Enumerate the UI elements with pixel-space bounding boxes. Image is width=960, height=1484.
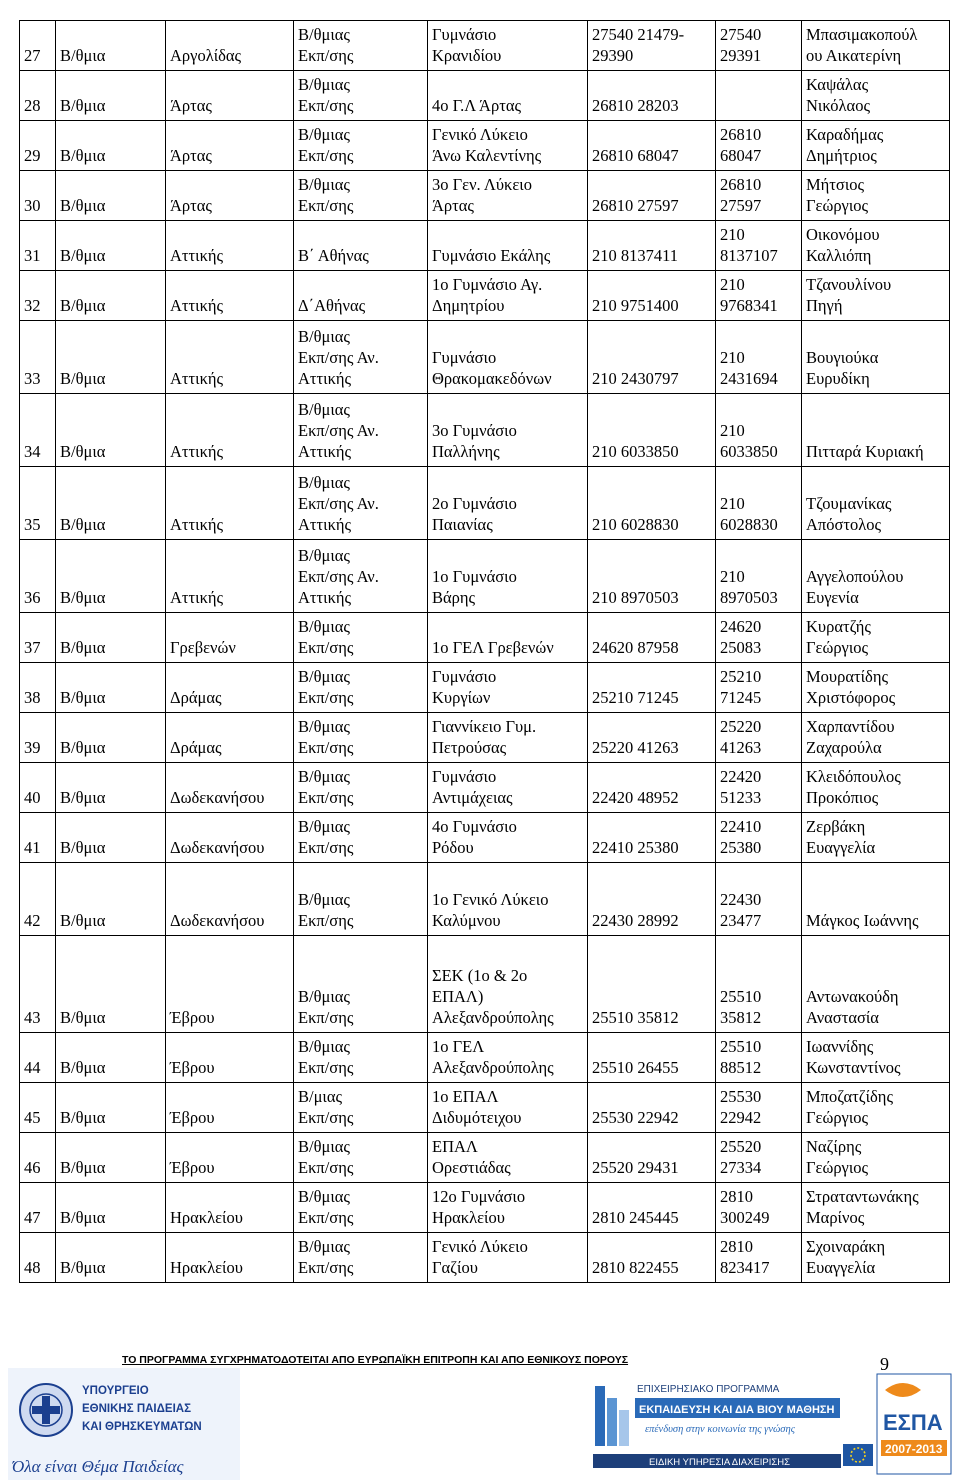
directorate-cell: Β/θμιας Εκπ/σης [294,1133,428,1183]
edu-level-cell: Β/θμια [56,394,166,467]
phone-cell: 26810 28203 [588,71,716,121]
prefecture-cell: Δράμας [166,663,294,713]
edu-level-cell: Β/θμια [56,121,166,171]
school-name-cell: 1ο ΓΕΛ Αλεξανδρούπολης [428,1033,588,1083]
edu-level-cell: Β/θμια [56,321,166,394]
table-row [20,21,950,71]
contact-name-cell: Καψάλας Νικόλαος [802,71,950,121]
eu-flag-icon [843,1444,873,1466]
directorate-cell: Β/θμιας Εκπ/σης [294,863,428,936]
phone-cell: 210 6033850 [588,394,716,467]
fax-cell: 22410 25380 [716,813,802,863]
row-number-cell: 35 [20,467,56,540]
phone-cell: 2810 245445 [588,1183,716,1233]
school-name-cell: 4ο Γ.Λ Άρτας [428,71,588,121]
phone-cell: 210 8970503 [588,540,716,613]
directorate-cell: Β/θμιας Εκπ/σης [294,813,428,863]
ministry-emblem-icon [20,1384,72,1436]
row-number-cell: 40 [20,763,56,813]
prefecture-cell: Αττικής [166,467,294,540]
table-row [20,1133,950,1183]
contact-name-cell: Μήτσιος Γεώργιος [802,171,950,221]
row-number-cell: 30 [20,171,56,221]
directorate-cell: Β/θμιας Εκπ/σης [294,663,428,713]
contact-name-cell: Ιωαννίδης Κωνσταντίνος [802,1033,950,1083]
edu-level-cell: Β/θμια [56,540,166,613]
phone-cell: 27540 21479- 29390 [588,21,716,71]
edu-level-cell: Β/θμια [56,171,166,221]
table-row [20,663,950,713]
directorate-cell: Β/θμιας Εκπ/σης [294,713,428,763]
school-name-cell: ΣΕΚ (1ο & 2ο ΕΠΑΛ) Αλεξανδρούπολης [428,936,588,1033]
program-logos [593,1368,953,1480]
school-name-cell: Γιαννίκειο Γυμ. Πετρούσας [428,713,588,763]
edu-level-cell: Β/θμια [56,1133,166,1183]
contact-name-cell: Αγγελοπούλου Ευγενία [802,540,950,613]
ministry-logo [8,1368,240,1480]
row-number-cell: 48 [20,1233,56,1283]
contact-name-cell: Μουρατίδης Χριστόφορος [802,663,950,713]
prefecture-cell: Άρτας [166,121,294,171]
directorate-cell: Β/θμιας Εκπ/σης [294,763,428,813]
directorate-cell: Β/θμιας Εκπ/σης [294,1233,428,1283]
row-number-cell: 47 [20,1183,56,1233]
phone-cell: 25220 41263 [588,713,716,763]
prefecture-cell: Έβρου [166,1033,294,1083]
fax-cell: 25210 71245 [716,663,802,713]
prefecture-cell: Άρτας [166,71,294,121]
directorate-cell: Β/μιας Εκπ/σης [294,1083,428,1133]
school-name-cell: 1ο ΕΠΑΛ Διδυμότειχου [428,1083,588,1133]
fax-cell: 25220 41263 [716,713,802,763]
edu-level-cell: Β/θμια [56,613,166,663]
table-row [20,171,950,221]
directorate-cell: Β/θμιας Εκπ/σης [294,171,428,221]
fax-cell: 210 9768341 [716,271,802,321]
page-footer [0,1340,960,1484]
row-number-cell: 39 [20,713,56,763]
edu-level-cell: Β/θμια [56,467,166,540]
fax-cell: 210 8137107 [716,221,802,271]
espa-years: 2007-2013 [885,1442,943,1456]
phone-cell: 210 8137411 [588,221,716,271]
schools-table-body [20,21,950,1283]
prefecture-cell: Αττικής [166,540,294,613]
school-name-cell: 1ο Γενικό Λύκειο Καλύμνου [428,863,588,936]
prefecture-cell: Έβρου [166,936,294,1033]
edu-level-cell: Β/θμια [56,21,166,71]
contact-name-cell: Μποζατζίδης Γεώργιος [802,1083,950,1133]
edu-level-cell: Β/θμια [56,936,166,1033]
school-name-cell: 12ο Γυμνάσιο Ηρακλείου [428,1183,588,1233]
fax-cell: 210 6028830 [716,467,802,540]
edu-level-cell: Β/θμια [56,663,166,713]
table-row [20,1033,950,1083]
table-row [20,221,950,271]
edu-level-cell: Β/θμια [56,1183,166,1233]
row-number-cell: 37 [20,613,56,663]
table-row [20,763,950,813]
contact-name-cell: Βουγιούκα Ευρυδίκη [802,321,950,394]
directorate-cell: Β/θμιας Εκπ/σης Αν. Αττικής [294,394,428,467]
table-row [20,540,950,613]
fax-cell: 26810 27597 [716,171,802,221]
directorate-cell: Β/θμιας Εκπ/σης [294,613,428,663]
school-name-cell: 1ο Γυμνάσιο Βάρης [428,540,588,613]
table-row [20,271,950,321]
prefecture-cell: Ηρακλείου [166,1233,294,1283]
table-row [20,394,950,467]
school-name-cell: Γυμνάσιο Κυργίων [428,663,588,713]
phone-cell: 22430 28992 [588,863,716,936]
ministry-slogan: Όλα είναι Θέμα Παιδείας [12,1457,184,1476]
prefecture-cell: Αττικής [166,271,294,321]
directorate-cell: Β/θμιας Εκπ/σης [294,936,428,1033]
edu-level-cell: Β/θμια [56,71,166,121]
page-number: 9 [880,1354,889,1374]
school-name-cell: Γυμνάσιο Κρανιδίου [428,21,588,71]
row-number-cell: 28 [20,71,56,121]
table-row [20,813,950,863]
espa-logo [877,1374,951,1474]
program-line3: επένδυση στην κοινωνία της γνώσης [645,1424,795,1435]
table-row [20,321,950,394]
prefecture-cell: Αττικής [166,321,294,394]
ministry-line3: ΚΑΙ ΘΡΗΣΚΕΥΜΑΤΩΝ [82,1421,202,1433]
row-number-cell: 36 [20,540,56,613]
fax-cell: 25520 27334 [716,1133,802,1183]
funding-note: ΤΟ ΠΡΟΓΡΑΜΜΑ ΣΥΓΧΡΗΜΑΤΟΔΟΤΕΙΤΑΙ ΑΠΟ ΕΥΡΩΠΑΪΚΗ ΕΠΙΤΡΟΠΗ ΚΑΙ ΑΠΟ ΕΘΝΙΚΟΥΣ ΠΟΡΟΥΣ [122,1354,629,1366]
row-number-cell: 34 [20,394,56,467]
school-name-cell: ΕΠΑΛ Ορεστιάδας [428,1133,588,1183]
phone-cell: 24620 87958 [588,613,716,663]
prefecture-cell: Γρεβενών [166,613,294,663]
prefecture-cell: Αττικής [166,221,294,271]
prefecture-cell: Έβρου [166,1083,294,1133]
fax-cell: 25510 88512 [716,1033,802,1083]
fax-cell: 210 8970503 [716,540,802,613]
fax-cell: 22430 23477 [716,863,802,936]
contact-name-cell: Κυρατζής Γεώργιος [802,613,950,663]
school-name-cell: 2ο Γυμνάσιο Παιανίας [428,467,588,540]
prefecture-cell: Δωδεκανήσου [166,863,294,936]
phone-cell: 26810 27597 [588,171,716,221]
program-line1: ΕΠΙΧΕΙΡΗΣΙΑΚΟ ΠΡΟΓΡΑΜΜΑ [637,1384,780,1395]
table-row [20,1233,950,1283]
contact-name-cell: Πιτταρά Κυριακή [802,394,950,467]
directorate-cell: Β/θμιας Εκπ/σης [294,121,428,171]
row-number-cell: 42 [20,863,56,936]
phone-cell: 26810 68047 [588,121,716,171]
contact-name-cell: Χαρπαντίδου Ζαχαρούλα [802,713,950,763]
row-number-cell: 33 [20,321,56,394]
edu-level-cell: Β/θμια [56,271,166,321]
fax-cell: 25530 22942 [716,1083,802,1133]
contact-name-cell: Τζουμανίκας Απόστολος [802,467,950,540]
school-name-cell: 3ο Γεν. Λύκειο Άρτας [428,171,588,221]
contact-name-cell: Οικονόμου Καλλιόπη [802,221,950,271]
fax-cell: 2810 300249 [716,1183,802,1233]
prefecture-cell: Ηρακλείου [166,1183,294,1233]
school-name-cell: 1ο Γυμνάσιο Αγ. Δημητρίου [428,271,588,321]
fax-cell: 22420 51233 [716,763,802,813]
directorate-cell: Β/θμιας Εκπ/σης Αν. Αττικής [294,321,428,394]
fax-cell: 2810 823417 [716,1233,802,1283]
edu-level-cell: Β/θμια [56,713,166,763]
phone-cell: 22410 25380 [588,813,716,863]
directorate-cell: Β΄ Αθήνας [294,221,428,271]
ministry-line2: ΕΘΝΙΚΗΣ ΠΑΙΔΕΙΑΣ [82,1403,191,1415]
program-emblem-icon [595,1386,629,1446]
phone-cell: 25510 26455 [588,1033,716,1083]
phone-cell: 25520 29431 [588,1133,716,1183]
fax-cell: 25510 35812 [716,936,802,1033]
edu-level-cell: Β/θμια [56,221,166,271]
directorate-cell: Β/θμιας Εκπ/σης [294,21,428,71]
program-line4: ΕΙΔΙΚΗ ΥΠΗΡΕΣΙΑ ΔΙΑΧΕΙΡΙΣΗΣ [649,1457,791,1468]
table-row [20,1083,950,1133]
directorate-cell: Δ΄Αθήνας [294,271,428,321]
prefecture-cell: Δωδεκανήσου [166,763,294,813]
contact-name-cell: Μάγκος Ιωάννης [802,863,950,936]
fax-cell [716,71,802,121]
contact-name-cell: Κλειδόπουλος Προκόπιος [802,763,950,813]
school-name-cell: 3ο Γυμνάσιο Παλλήνης [428,394,588,467]
edu-level-cell: Β/θμια [56,813,166,863]
phone-cell: 25210 71245 [588,663,716,713]
table-row [20,71,950,121]
school-name-cell: Γενικό Λύκειο Άνω Καλεντίνης [428,121,588,171]
row-number-cell: 46 [20,1133,56,1183]
row-number-cell: 29 [20,121,56,171]
row-number-cell: 43 [20,936,56,1033]
prefecture-cell: Αργολίδας [166,21,294,71]
edu-level-cell: Β/θμια [56,863,166,936]
school-name-cell: Γενικό Λύκειο Γαζίου [428,1233,588,1283]
row-number-cell: 27 [20,21,56,71]
phone-cell: 25530 22942 [588,1083,716,1133]
row-number-cell: 31 [20,221,56,271]
phone-cell: 210 6028830 [588,467,716,540]
school-name-cell: Γυμνάσιο Αντιμάχειας [428,763,588,813]
fax-cell: 24620 25083 [716,613,802,663]
row-number-cell: 38 [20,663,56,713]
espa-name: ΕΣΠΑ [883,1410,943,1435]
phone-cell: 22420 48952 [588,763,716,813]
table-row [20,713,950,763]
phone-cell: 210 2430797 [588,321,716,394]
contact-name-cell: Στραταντωνάκης Μαρίνος [802,1183,950,1233]
ministry-line1: ΥΠΟΥΡΓΕΙΟ [82,1385,149,1397]
contact-name-cell: Τζανουλίνου Πηγή [802,271,950,321]
edu-level-cell: Β/θμια [56,763,166,813]
contact-name-cell: Ζερβάκη Ευαγγελία [802,813,950,863]
table-row [20,467,950,540]
directorate-cell: Β/θμιας Εκπ/σης Αν. Αττικής [294,467,428,540]
edu-level-cell: Β/θμια [56,1083,166,1133]
contact-name-cell: Ναζίρης Γεώργιος [802,1133,950,1183]
prefecture-cell: Δράμας [166,713,294,763]
table-row [20,613,950,663]
phone-cell: 210 9751400 [588,271,716,321]
row-number-cell: 45 [20,1083,56,1133]
contact-name-cell: Σχοιναράκη Ευαγγελία [802,1233,950,1283]
fax-cell: 26810 68047 [716,121,802,171]
table-row [20,121,950,171]
directorate-cell: Β/θμιας Εκπ/σης [294,1183,428,1233]
directorate-cell: Β/θμιας Εκπ/σης Αν. Αττικής [294,540,428,613]
school-name-cell: 1ο ΓΕΛ Γρεβενών [428,613,588,663]
prefecture-cell: Άρτας [166,171,294,221]
fax-cell: 210 6033850 [716,394,802,467]
phone-cell: 25510 35812 [588,936,716,1033]
row-number-cell: 32 [20,271,56,321]
phone-cell: 2810 822455 [588,1233,716,1283]
row-number-cell: 41 [20,813,56,863]
contact-name-cell: Καραδήμας Δημήτριος [802,121,950,171]
prefecture-cell: Δωδεκανήσου [166,813,294,863]
table-row [20,1183,950,1233]
table-row [20,863,950,936]
schools-table [19,20,950,1283]
prefecture-cell: Έβρου [166,1133,294,1183]
school-name-cell: Γυμνάσιο Θρακομακεδόνων [428,321,588,394]
directorate-cell: Β/θμιας Εκπ/σης [294,1033,428,1083]
table-row [20,936,950,1033]
prefecture-cell: Αττικής [166,394,294,467]
fax-cell: 27540 29391 [716,21,802,71]
contact-name-cell: Μπασιμακοπούλ ου Αικατερίνη [802,21,950,71]
edu-level-cell: Β/θμια [56,1233,166,1283]
fax-cell: 210 2431694 [716,321,802,394]
directorate-cell: Β/θμιας Εκπ/σης [294,71,428,121]
program-line2: ΕΚΠΑΙΔΕΥΣΗ ΚΑΙ ΔΙΑ ΒΙΟΥ ΜΑΘΗΣΗ [639,1404,835,1416]
row-number-cell: 44 [20,1033,56,1083]
contact-name-cell: Αντωνακούδη Αναστασία [802,936,950,1033]
school-name-cell: Γυμνάσιο Εκάλης [428,221,588,271]
school-name-cell: 4ο Γυμνάσιο Ρόδου [428,813,588,863]
edu-level-cell: Β/θμια [56,1033,166,1083]
